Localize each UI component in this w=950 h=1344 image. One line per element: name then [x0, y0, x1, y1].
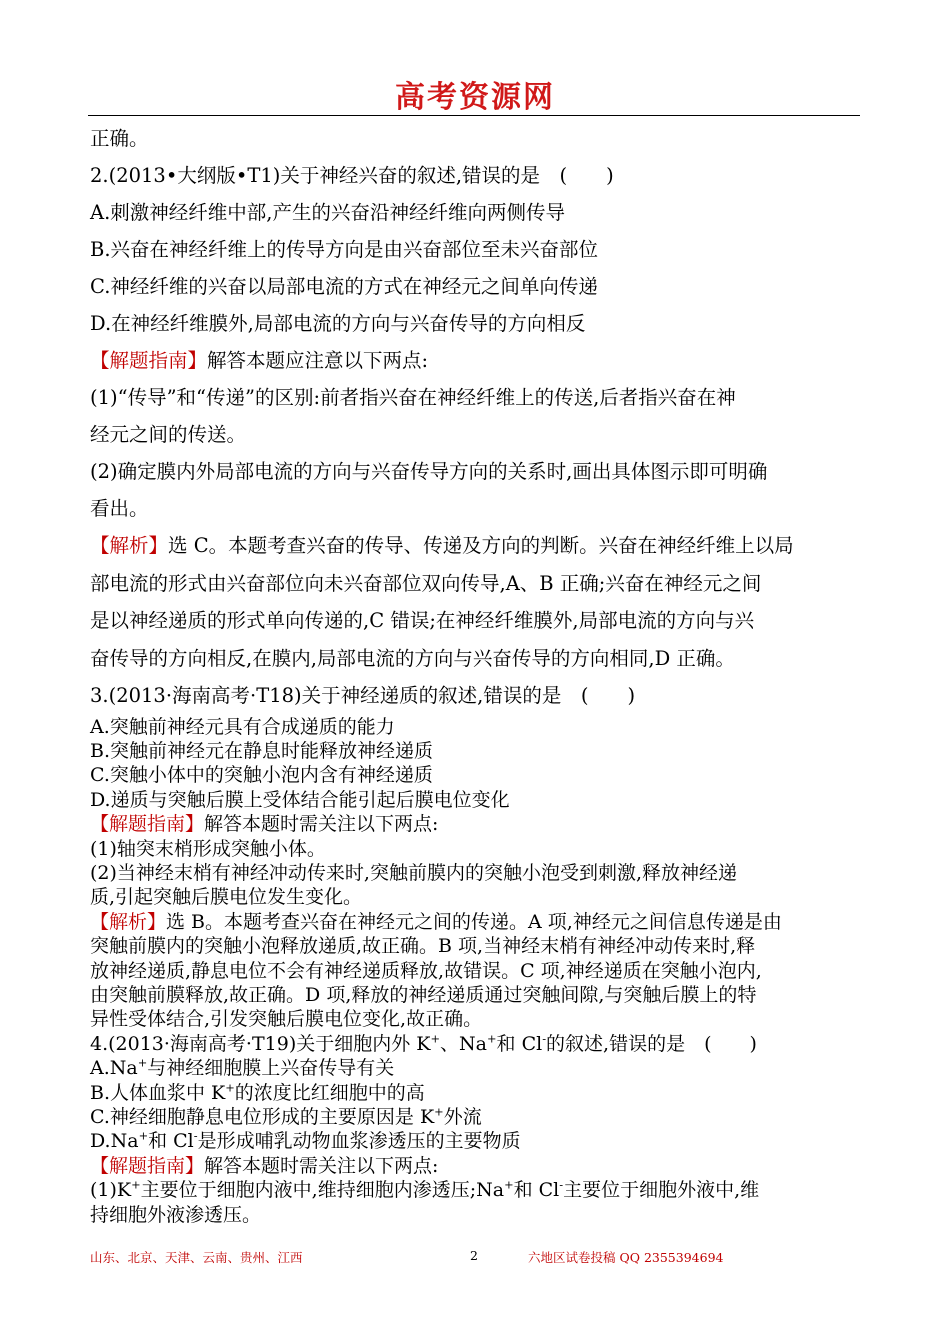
q4-guide-point: 持细胞外液渗透压。 — [90, 1203, 262, 1226]
superscript: + — [434, 1104, 444, 1119]
q4-guide-text: 解答本题时需关注以下两点: — [204, 1154, 439, 1177]
q3-analysis-line: 突触前膜内的突触小泡释放递质,故正确。B 项,当神经末梢有神经冲动传来时,释 — [90, 935, 756, 958]
q2-analysis-line — [90, 527, 860, 565]
q3-guide-point: (2)当神经末梢有神经冲动传来时,突触前膜内的突触小泡受到刺激,释放神经递 — [90, 861, 737, 884]
superscript: + — [504, 1177, 514, 1192]
q4-option-part: D.Na — [90, 1130, 139, 1153]
q2-guide-point: (2)确定膜内外局部电流的方向与兴奋传导方向的关系时,画出具体图示即可明确 — [90, 460, 768, 483]
superscript: + — [131, 1177, 141, 1192]
q4-option-a — [90, 1056, 860, 1080]
q4-option-d — [90, 1129, 860, 1153]
q2-analysis-text: 选 C。本题考查兴奋的传导、传递及方向的判断。兴奋在神经纤维上以局 — [168, 534, 794, 557]
q3-analysis-line: 异性受体结合,引发突触后膜电位变化,故正确。 — [90, 1008, 483, 1031]
q4-stem-part: 4.(2013·海南高考·T19)关于细胞内外 K — [90, 1032, 431, 1055]
q3-guide-point: (1)轴突末梢形成突触小体。 — [90, 837, 326, 860]
q2-analysis-tag: 【解析】 — [90, 534, 169, 557]
footer-contact: 六地区试卷投稿 QQ 2355394694 — [528, 1250, 724, 1265]
superscript: - — [193, 1129, 198, 1144]
q4-option-part: 是形成哺乳动物血浆渗透压的主要物质 — [197, 1130, 521, 1153]
q4-guide-point — [90, 1178, 860, 1202]
q2-option-a: A.刺激神经纤维中部,产生的兴奋沿神经纤维向两侧传导 — [90, 201, 565, 224]
q4-guide-tag: 【解题指南】 — [90, 1154, 205, 1177]
q3-guide-text: 解答本题时需关注以下两点: — [204, 813, 439, 836]
q2-analysis-line: 奋传导的方向相反,在膜内,局部电流的方向与兴奋传导的方向相同,D 正确。 — [90, 646, 735, 670]
q4-stem-part: 和 Cl — [496, 1032, 543, 1055]
q4-option-part: 和 Cl — [148, 1130, 194, 1153]
footer-regions: 山东、北京、天津、云南、贵州、江西 — [90, 1250, 303, 1265]
q4-stem — [90, 1032, 860, 1056]
q4-option-part: 与神经细胞膜上兴奋传导有关 — [147, 1057, 395, 1080]
q2-guide-point: 看出。 — [90, 497, 149, 520]
q2-option-c: C.神经纤维的兴奋以局部电流的方式在神经元之间单向传递 — [90, 275, 598, 298]
q2-guide-heading — [90, 342, 860, 379]
superscript: + — [225, 1080, 235, 1095]
superscript: + — [486, 1031, 497, 1046]
superscript: - — [542, 1031, 547, 1046]
q3-stem: 3.(2013·海南高考·T18)关于神经递质的叙述,错误的是 ( ) — [90, 684, 636, 707]
q4-option-part: B.人体血浆中 K — [90, 1081, 226, 1104]
q4-guide-part: (1)K — [90, 1179, 132, 1202]
q4-option-part: 外流 — [443, 1106, 482, 1128]
q2-guide-point: 经元之间的传送。 — [90, 423, 247, 446]
q2-guide-text: 解答本题应注意以下两点: — [207, 349, 429, 372]
q2-guide-tag: 【解题指南】 — [90, 349, 208, 372]
q3-option-c: C.突触小体中的突触小泡内含有神经递质 — [90, 764, 433, 787]
q2-analysis-line: 部电流的形式由兴奋部位向未兴奋部位双向传导,A、B 正确;兴奋在神经元之间 — [90, 571, 762, 595]
q3-option-a: A.突触前神经元具有合成递质的能力 — [90, 715, 395, 738]
q2-option-d: D.在神经纤维膜外,局部电流的方向与兴奋传导的方向相反 — [90, 312, 586, 335]
q2-guide-point: (1)“传导”和“传递”的区别:前者指兴奋在神经纤维上的传送,后者指兴奋在神 — [90, 386, 736, 409]
q4-guide-part: 主要位于细胞外液中,维 — [563, 1179, 760, 1202]
q3-guide-tag: 【解题指南】 — [90, 813, 205, 836]
q4-option-part: C.神经细胞静息电位形成的主要原因是 K — [90, 1106, 435, 1128]
superscript: + — [137, 1055, 148, 1070]
q3-analysis-line — [90, 910, 860, 934]
q3-analysis-line: 由突触前膜释放,故正确。D 项,释放的神经递质通过突触间隙,与突触后膜上的特 — [90, 983, 757, 1006]
q2-stem: 2.(2013•大纲版•T1)关于神经兴奋的叙述,错误的是 ( ) — [90, 164, 614, 187]
q3-analysis-line: 放神经递质,静息电位不会有神经递质释放,故错误。C 项,神经递质在突触小泡内, — [90, 959, 762, 982]
q3-option-d: D.递质与突触后膜上受体结合能引起后膜电位变化 — [90, 788, 510, 811]
q4-stem-part: 的叙述,错误的是 ( ) — [546, 1032, 757, 1055]
q3-analysis-tag: 【解析】 — [90, 910, 167, 933]
q4-option-part: 的浓度比红细胞中的高 — [234, 1081, 425, 1104]
q4-option-b — [90, 1081, 860, 1105]
q4-option-c — [90, 1105, 860, 1129]
superscript: + — [138, 1129, 149, 1144]
footer-page-number: 2 — [470, 1248, 478, 1263]
document-body — [90, 120, 860, 1227]
q4-guide-heading — [90, 1154, 860, 1178]
q4-stem-part: 、Na — [440, 1032, 487, 1055]
q3-option-b: B.突触前神经元在静息时能释放神经递质 — [90, 739, 434, 762]
intro-text: 正确。 — [90, 127, 149, 150]
q3-guide-point: 质,引起突触后膜电位发生变化。 — [90, 886, 363, 909]
q4-guide-part: 和 Cl — [513, 1179, 560, 1202]
q2-option-b: B.兴奋在神经纤维上的传导方向是由兴奋部位至未兴奋部位 — [90, 238, 599, 261]
header-divider — [88, 115, 860, 116]
q3-guide-heading — [90, 812, 860, 836]
superscript: - — [559, 1177, 564, 1192]
site-logo: 高考资源网 — [395, 80, 555, 115]
superscript: + — [430, 1031, 441, 1046]
q4-option-part: A.Na — [90, 1057, 138, 1080]
q2-analysis-line: 是以神经递质的形式单向传递的,C 错误;在神经纤维膜外,局部电流的方向与兴 — [90, 609, 755, 632]
q4-guide-part: 主要位于细胞内液中,维持细胞内渗透压;Na — [140, 1179, 505, 1202]
q3-analysis-text: 选 B。本题考查兴奋在神经元之间的传递。A 项,神经元之间信息传递是由 — [166, 910, 782, 933]
